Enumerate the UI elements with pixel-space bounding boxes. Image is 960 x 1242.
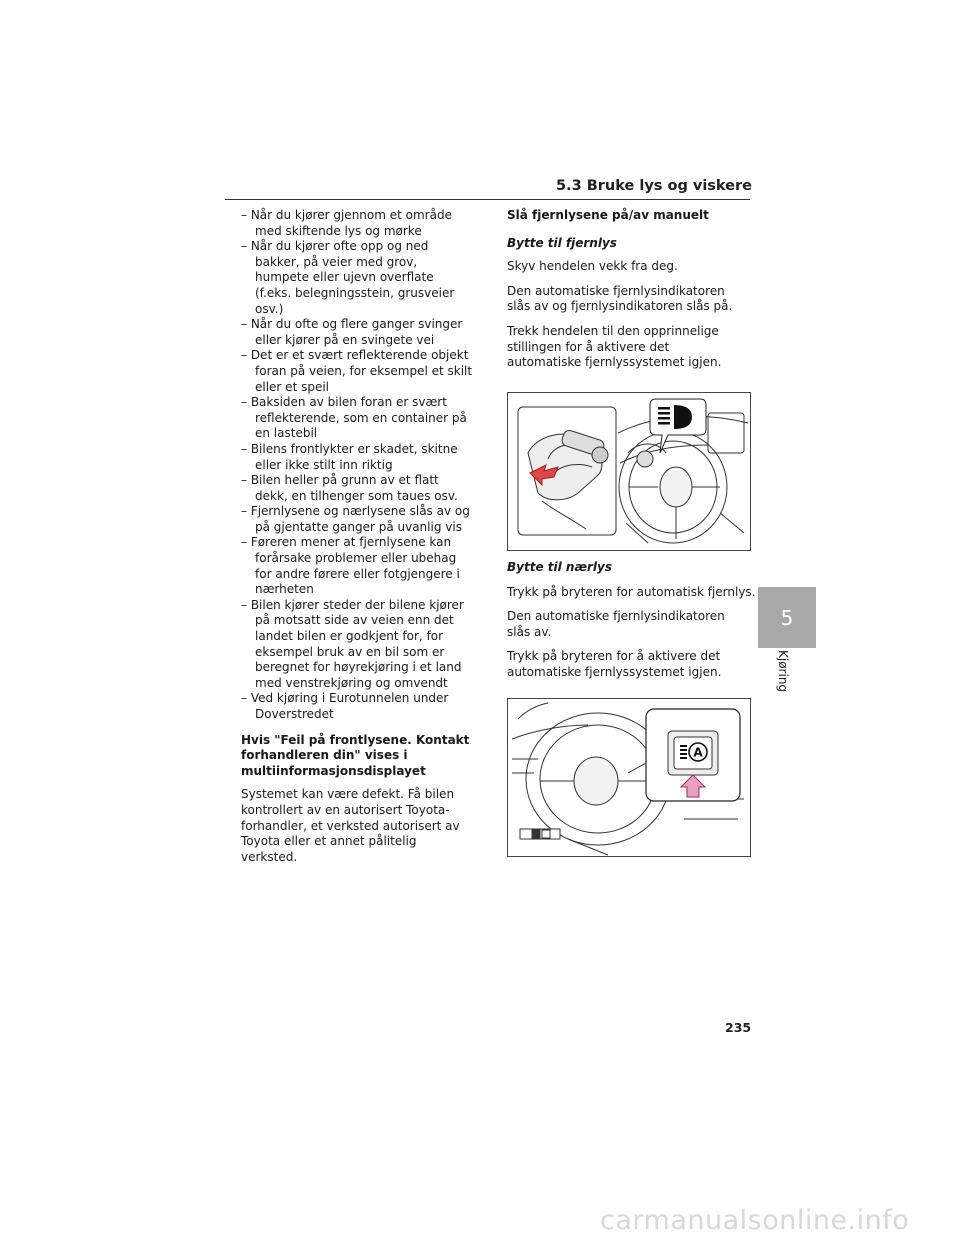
list-item: – Ved kjøring i Eurotunnelen under Doverstredet xyxy=(241,691,449,721)
low-beam-subheading: Bytte til nærlys xyxy=(507,560,613,574)
high-beam-subheading: Bytte til fjernlys xyxy=(507,235,617,250)
right-column xyxy=(507,208,757,371)
list-item: – Når du kjører ofte opp og ned bakker, på veier med grov, humpete eller ujevn overflate (f.eks. belegningsstein, grusveier osv.) xyxy=(241,239,455,316)
header-divider xyxy=(225,199,750,200)
condition-list xyxy=(241,208,473,723)
high-beam-text-3: Trekk hendelen til den opprinnelige stillingen for å aktivere det automatiske fjernlyssystemet igjen. xyxy=(507,323,722,370)
lever-drawing xyxy=(508,393,750,550)
list-item: – Bilens frontlykter er skadet, skitne eller ikke stilt inn riktig xyxy=(241,441,458,472)
svg-text:A: A xyxy=(693,745,703,760)
low-beam-text-3: Trykk på bryteren for å aktivere det automatiske fjernlyssystemet igjen. xyxy=(507,649,722,679)
list-item: – Bilen kjører steder der bilene kjører på motsatt side av veien enn det landet bilen er godkjent for, for eksempel bruk av en bil som er beregnet for høyrekjøring i et land med venstrekjøring og omvendt xyxy=(241,597,464,690)
auto-high-beam-switch-illustration xyxy=(507,698,751,857)
list-item: – Fjernlysene og nærlysene slås av og på gjentatte ganger på uvanlig vis xyxy=(241,504,470,534)
low-beam-block xyxy=(507,560,757,681)
fault-text: Systemet kan være defekt. Få bilen kontrollert av en autorisert Toyota-forhandler, et verksted autorisert av Toyota eller et annet pålitelig verksted. xyxy=(241,787,460,864)
low-beam-text-1: Trykk på bryteren for automatisk fjernlys. xyxy=(507,584,756,599)
chapter-tab: 5 xyxy=(758,587,816,648)
high-beam-text-1: Skyv hendelen vekk fra deg. xyxy=(507,259,678,274)
high-beam-text-2: Den automatiske fjernlysindikatoren slås av og fjernlysindikatoren slås på. xyxy=(507,283,733,314)
left-column xyxy=(241,208,473,865)
page-number: 235 xyxy=(725,1020,752,1035)
list-item: – Når du kjører gjennom et område med skiftende lys og mørke xyxy=(241,208,452,238)
high-beam-lever-illustration xyxy=(507,392,751,551)
fault-heading: Hvis "Feil på frontlysene. Kontakt forhandleren din" vises i multiinformasjonsdisplayet xyxy=(241,732,470,778)
section-title: 5.3 Bruke lys og viskere xyxy=(555,178,752,194)
list-item: – Det er et svært reflekterende objekt foran på veien, for eksempel et skilt eller et speil xyxy=(241,348,473,394)
low-beam-text-2: Den automatiske fjernlysindikatoren slås av. xyxy=(507,609,725,639)
list-item: – Når du ofte og flere ganger svinger eller kjører på en svingete vei xyxy=(241,317,463,347)
switch-drawing xyxy=(508,699,750,856)
chapter-label-text: Kjøring xyxy=(776,650,790,693)
list-item: – Føreren mener at fjernlysene kan forårsake problemer eller ubehag for andre førere eller fotgjengere i nærheten xyxy=(241,535,460,597)
list-item: – Bilen heller på grunn av et flatt dekk, en tilhenger som taues osv. xyxy=(241,473,458,503)
list-item: – Baksiden av bilen foran er svært reflekterende, som en container på en lastebil xyxy=(241,395,467,441)
manual-heading: Slå fjernlysene på/av manuelt xyxy=(507,208,709,222)
chapter-label xyxy=(770,650,800,710)
watermark: carmanualsonline.info xyxy=(600,1205,910,1236)
